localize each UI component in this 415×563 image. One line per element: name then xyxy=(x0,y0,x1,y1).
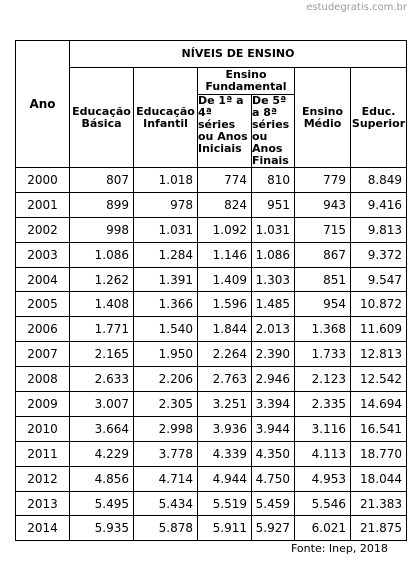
cell-medio: 1.733 xyxy=(295,342,351,367)
table-row xyxy=(16,242,407,267)
table-row xyxy=(16,217,407,242)
cell-iniciais: 5.519 xyxy=(198,491,252,516)
cell-medio: 4.113 xyxy=(295,441,351,466)
cell-superior: 14.694 xyxy=(351,392,407,417)
cell-infantil: 1.366 xyxy=(134,292,198,317)
cell-infantil: 1.391 xyxy=(134,267,198,292)
header-ensino-medio: Ensino Médio xyxy=(295,68,351,168)
cell-infantil: 5.878 xyxy=(134,516,198,541)
table-row xyxy=(16,441,407,466)
table-body xyxy=(16,168,407,541)
cell-medio: 2.123 xyxy=(295,367,351,392)
cell-medio: 954 xyxy=(295,292,351,317)
cell-infantil: 1.018 xyxy=(134,168,198,193)
cell-medio: 851 xyxy=(295,267,351,292)
table-row xyxy=(16,466,407,491)
cell-basica: 4.856 xyxy=(70,466,134,491)
cell-basica: 1.262 xyxy=(70,267,134,292)
header-anos-finais: De 5ª a 8ª séries ou Anos Finais xyxy=(252,95,295,168)
table-row xyxy=(16,392,407,417)
cell-basica: 4.229 xyxy=(70,441,134,466)
cell-medio: 2.335 xyxy=(295,392,351,417)
cell-iniciais: 3.251 xyxy=(198,392,252,417)
table-row xyxy=(16,267,407,292)
cell-finais: 1.303 xyxy=(252,267,295,292)
cell-superior: 21.875 xyxy=(351,516,407,541)
cell-iniciais: 2.264 xyxy=(198,342,252,367)
cell-medio: 715 xyxy=(295,217,351,242)
cell-infantil: 978 xyxy=(134,192,198,217)
cell-ano: 2004 xyxy=(16,267,70,292)
cell-medio: 4.953 xyxy=(295,466,351,491)
cell-iniciais: 2.763 xyxy=(198,367,252,392)
cell-finais: 2.946 xyxy=(252,367,295,392)
cell-basica: 1.771 xyxy=(70,317,134,342)
cell-medio: 3.116 xyxy=(295,416,351,441)
table-row xyxy=(16,192,407,217)
cell-ano: 2012 xyxy=(16,466,70,491)
cell-infantil: 1.031 xyxy=(134,217,198,242)
cell-basica: 1.086 xyxy=(70,242,134,267)
header-educacao-infantil: Educação Infantil xyxy=(134,68,198,168)
cell-iniciais: 824 xyxy=(198,192,252,217)
cell-basica: 2.165 xyxy=(70,342,134,367)
cell-infantil: 2.305 xyxy=(134,392,198,417)
cell-finais: 4.750 xyxy=(252,466,295,491)
cell-iniciais: 1.596 xyxy=(198,292,252,317)
cell-ano: 2007 xyxy=(16,342,70,367)
cell-superior: 9.372 xyxy=(351,242,407,267)
cell-iniciais: 774 xyxy=(198,168,252,193)
cell-superior: 9.547 xyxy=(351,267,407,292)
table-row xyxy=(16,342,407,367)
cell-ano: 2006 xyxy=(16,317,70,342)
cell-iniciais: 1.092 xyxy=(198,217,252,242)
cell-iniciais: 1.409 xyxy=(198,267,252,292)
cell-basica: 2.633 xyxy=(70,367,134,392)
table-row xyxy=(16,168,407,193)
cell-medio: 6.021 xyxy=(295,516,351,541)
cell-medio: 5.546 xyxy=(295,491,351,516)
cell-basica: 899 xyxy=(70,192,134,217)
header-educacao-basica: Educação Básica xyxy=(70,68,134,168)
cell-infantil: 5.434 xyxy=(134,491,198,516)
table-row xyxy=(16,516,407,541)
cell-superior: 18.770 xyxy=(351,441,407,466)
cell-finais: 1.086 xyxy=(252,242,295,267)
cell-iniciais: 4.944 xyxy=(198,466,252,491)
cell-finais: 5.927 xyxy=(252,516,295,541)
cell-medio: 779 xyxy=(295,168,351,193)
cell-superior: 16.541 xyxy=(351,416,407,441)
cell-basica: 3.664 xyxy=(70,416,134,441)
table-row xyxy=(16,292,407,317)
table-row xyxy=(16,491,407,516)
cell-basica: 3.007 xyxy=(70,392,134,417)
cell-basica: 807 xyxy=(70,168,134,193)
cell-superior: 12.542 xyxy=(351,367,407,392)
cell-ano: 2005 xyxy=(16,292,70,317)
watermark: estudegratis.com.br xyxy=(306,2,407,13)
cell-medio: 1.368 xyxy=(295,317,351,342)
cell-ano: 2013 xyxy=(16,491,70,516)
cell-ano: 2001 xyxy=(16,192,70,217)
cell-basica: 5.935 xyxy=(70,516,134,541)
table-row xyxy=(16,367,407,392)
cell-ano: 2014 xyxy=(16,516,70,541)
cell-finais: 5.459 xyxy=(252,491,295,516)
cell-infantil: 1.284 xyxy=(134,242,198,267)
cell-infantil: 2.998 xyxy=(134,416,198,441)
header-educ-superior: Educ. Superior xyxy=(351,68,407,168)
cell-superior: 21.383 xyxy=(351,491,407,516)
cell-finais: 3.944 xyxy=(252,416,295,441)
cell-ano: 2008 xyxy=(16,367,70,392)
cell-iniciais: 4.339 xyxy=(198,441,252,466)
cell-ano: 2011 xyxy=(16,441,70,466)
investment-table xyxy=(15,40,407,541)
cell-finais: 951 xyxy=(252,192,295,217)
cell-basica: 1.408 xyxy=(70,292,134,317)
cell-iniciais: 1.146 xyxy=(198,242,252,267)
cell-finais: 2.390 xyxy=(252,342,295,367)
table-row xyxy=(16,317,407,342)
cell-iniciais: 1.844 xyxy=(198,317,252,342)
header-niveis-de-ensino: NÍVEIS DE ENSINO xyxy=(70,41,407,68)
cell-medio: 867 xyxy=(295,242,351,267)
header-ano: Ano xyxy=(16,41,70,168)
cell-finais: 3.394 xyxy=(252,392,295,417)
cell-finais: 1.485 xyxy=(252,292,295,317)
cell-ano: 2003 xyxy=(16,242,70,267)
cell-ano: 2002 xyxy=(16,217,70,242)
cell-basica: 5.495 xyxy=(70,491,134,516)
cell-iniciais: 3.936 xyxy=(198,416,252,441)
cell-superior: 11.609 xyxy=(351,317,407,342)
cell-ano: 2000 xyxy=(16,168,70,193)
cell-superior: 12.813 xyxy=(351,342,407,367)
cell-ano: 2009 xyxy=(16,392,70,417)
cell-iniciais: 5.911 xyxy=(198,516,252,541)
cell-finais: 2.013 xyxy=(252,317,295,342)
cell-finais: 4.350 xyxy=(252,441,295,466)
cell-superior: 9.813 xyxy=(351,217,407,242)
header-anos-iniciais: De 1ª a 4ª séries ou Anos Iniciais xyxy=(198,95,252,168)
cell-superior: 9.416 xyxy=(351,192,407,217)
cell-ano: 2010 xyxy=(16,416,70,441)
cell-medio: 943 xyxy=(295,192,351,217)
source-note: Fonte: Inep, 2018 xyxy=(291,542,388,555)
cell-infantil: 4.714 xyxy=(134,466,198,491)
cell-superior: 8.849 xyxy=(351,168,407,193)
cell-infantil: 3.778 xyxy=(134,441,198,466)
cell-infantil: 1.540 xyxy=(134,317,198,342)
cell-infantil: 2.206 xyxy=(134,367,198,392)
table-row xyxy=(16,416,407,441)
header-ensino-fundamental: Ensino Fundamental xyxy=(198,68,295,95)
cell-finais: 1.031 xyxy=(252,217,295,242)
cell-superior: 10.872 xyxy=(351,292,407,317)
cell-superior: 18.044 xyxy=(351,466,407,491)
cell-finais: 810 xyxy=(252,168,295,193)
cell-basica: 998 xyxy=(70,217,134,242)
cell-infantil: 1.950 xyxy=(134,342,198,367)
